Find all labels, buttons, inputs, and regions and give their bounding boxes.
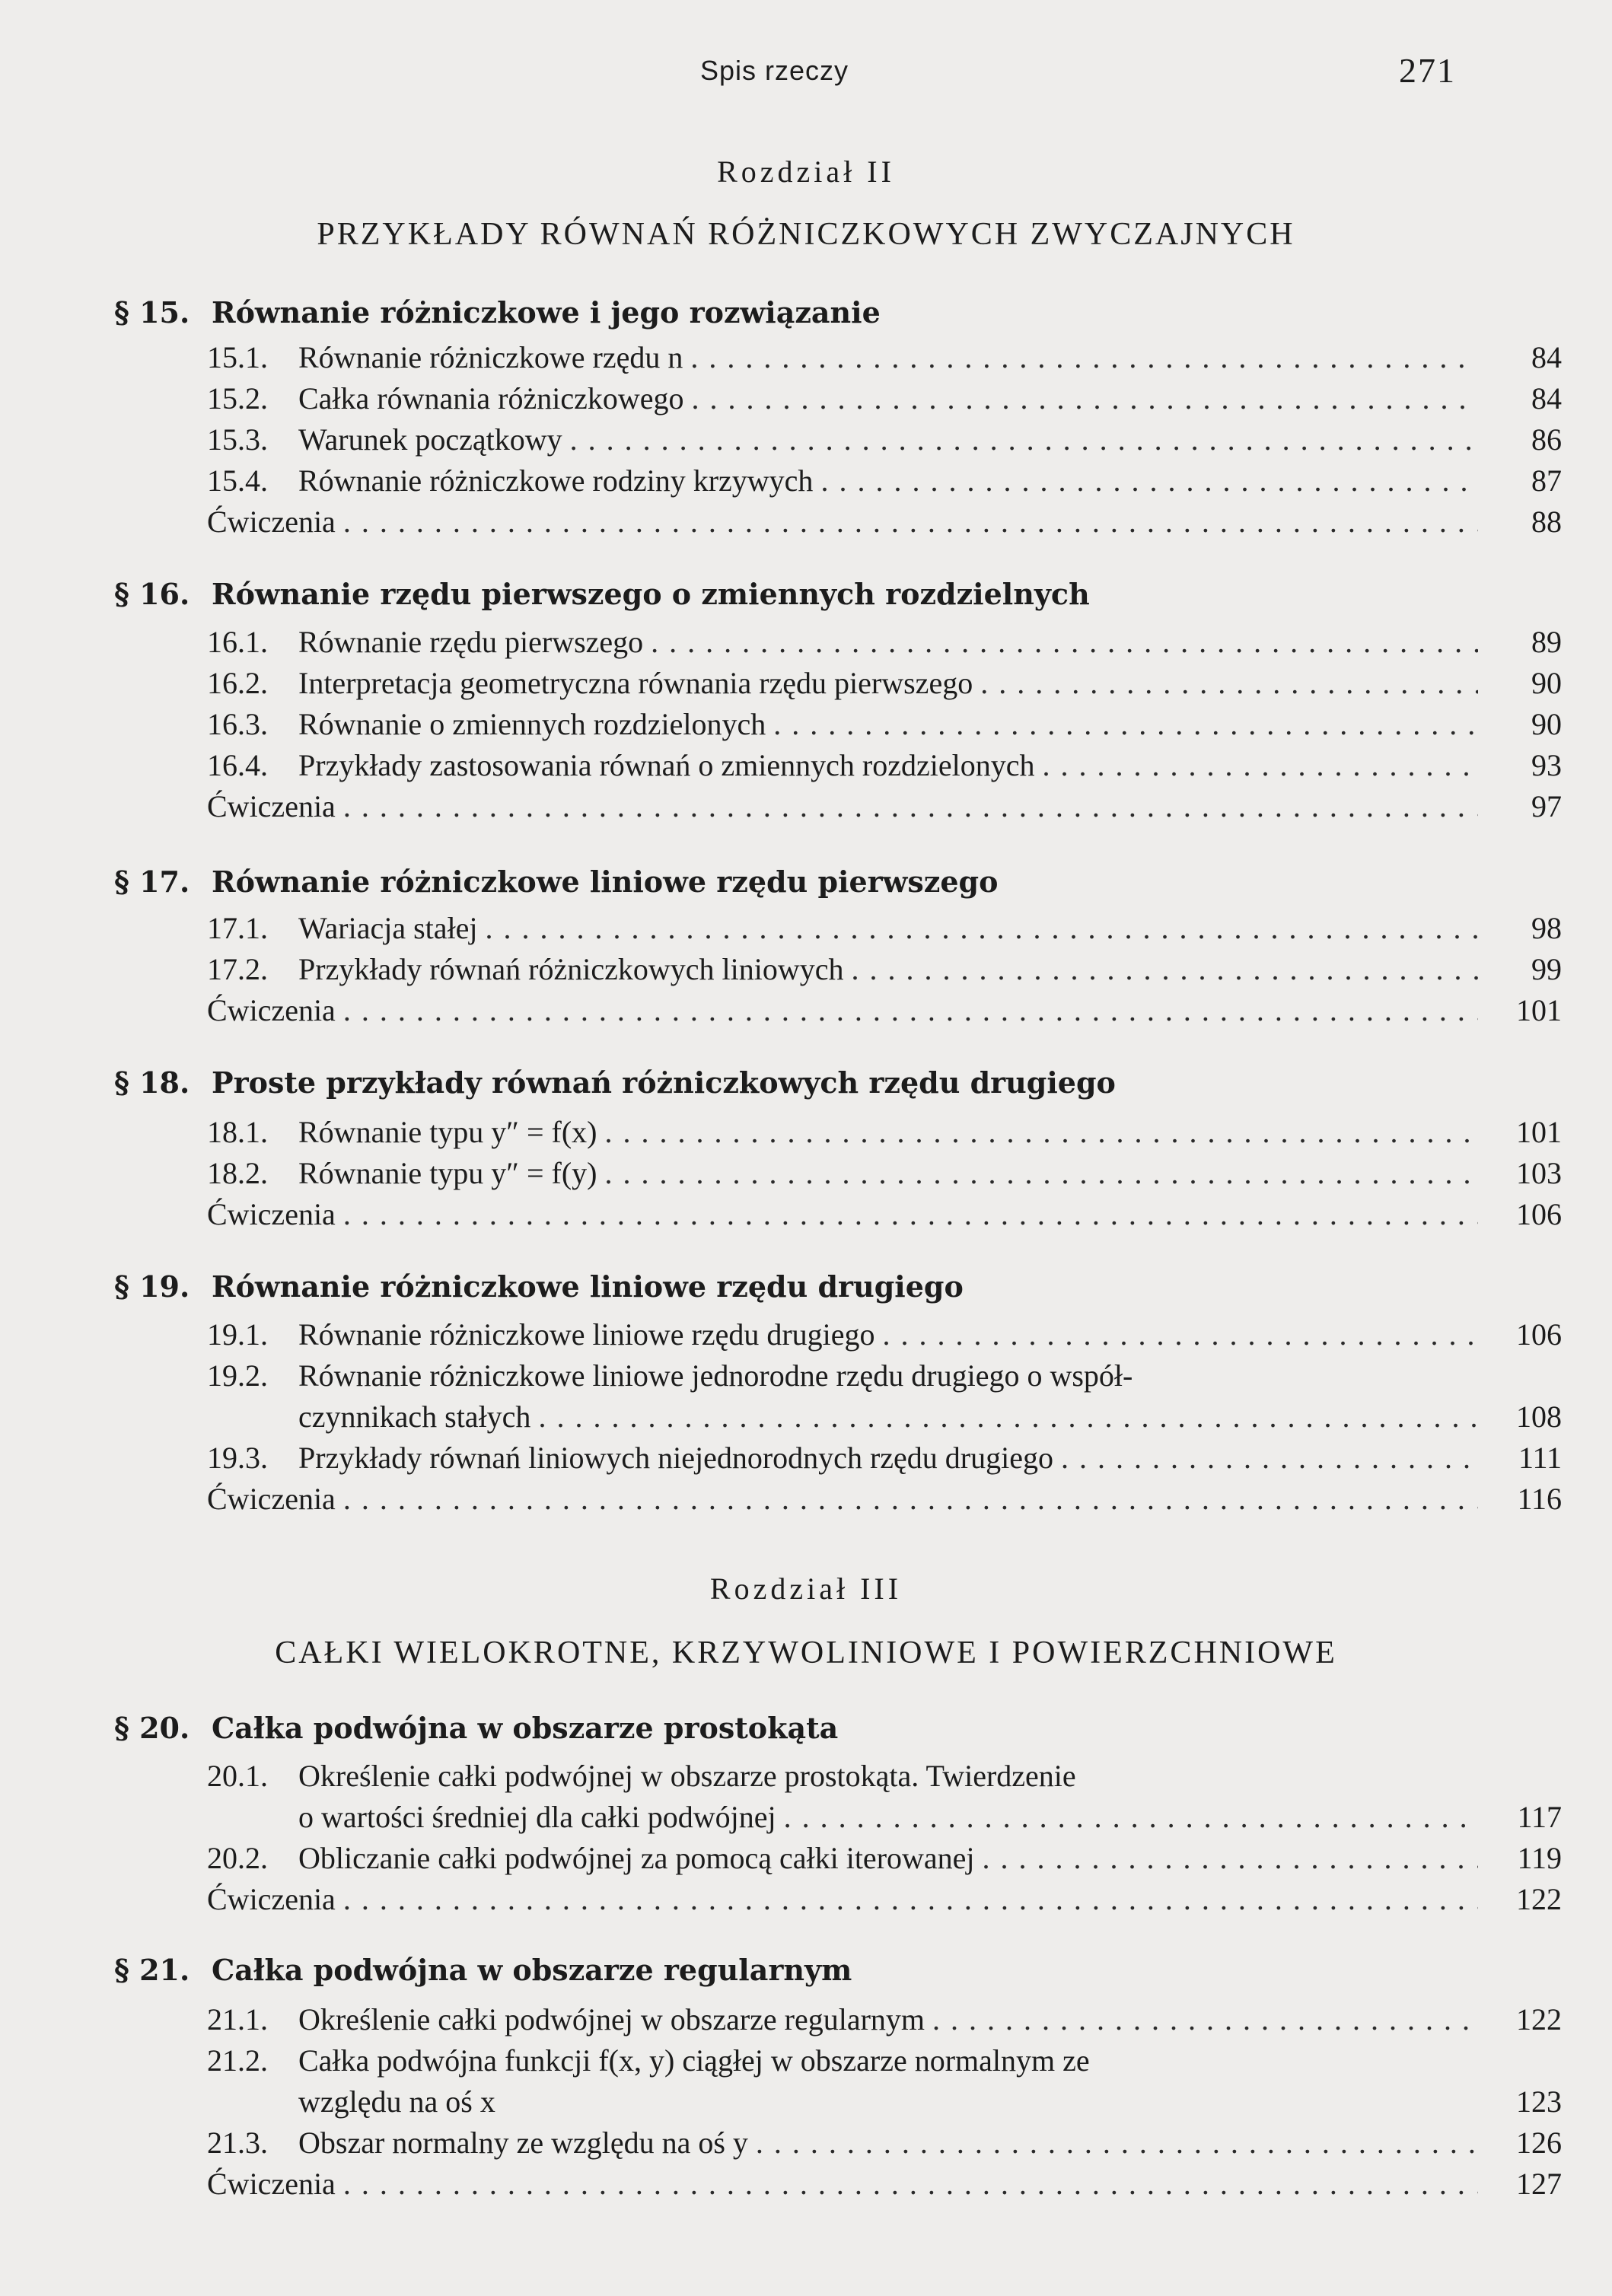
entry-page: 88: [1531, 505, 1562, 539]
toc-entry: [207, 1114, 1562, 1154]
section-title: Proste przykłady równań różniczkowych rzędu drugiego: [212, 1065, 1116, 1100]
toc-entry: [207, 706, 1562, 746]
entry-title: Równanie różniczkowe liniowe jednorodne rzędu drugiego o współ-: [298, 1358, 1133, 1393]
toc-entry: [207, 910, 1562, 950]
leader-dots: [1053, 1440, 1478, 1476]
leader-dots: [336, 992, 1478, 1028]
leader-dots: [973, 665, 1478, 701]
entry-number: 16.4.: [207, 748, 268, 782]
entry-page: 106: [1516, 1197, 1562, 1231]
toc-entry: [207, 2043, 1478, 2082]
leader-dots: [336, 1481, 1478, 1517]
leader-dots: [336, 788, 1478, 824]
entry-title: Równanie typu y″ = f(x): [298, 1115, 597, 1149]
toc-entry: [207, 1155, 1562, 1195]
entry-title: Ćwiczenia: [207, 1482, 336, 1516]
chapter-label: Rozdział III: [709, 1572, 903, 1606]
section-number: § 20.: [114, 1711, 190, 1745]
leader-dots: [683, 339, 1478, 375]
entry-title: Przykłady zastosowania równań o zmiennych rozdzielonych: [298, 748, 1035, 782]
section-title: Równanie rzędu pierwszego o zmiennych rozdzielnych: [212, 577, 1090, 611]
entry-number: 18.2.: [207, 1156, 268, 1190]
leader-dots: [813, 463, 1478, 498]
toc-entry-exercises: [207, 1881, 1562, 1921]
running-head: [0, 50, 1612, 96]
section-heading: [114, 1269, 964, 1304]
entry-page: 89: [1531, 625, 1562, 659]
page-number: 271: [1399, 51, 1456, 90]
entry-title: względu na oś x: [298, 2084, 495, 2119]
toc-entry-continuation: [298, 1799, 1562, 1839]
running-title: Spis rzeczy: [700, 55, 849, 86]
entry-page: 86: [1531, 422, 1562, 457]
entry-number: 15.1.: [207, 340, 268, 374]
toc-entry: [207, 339, 1562, 379]
entry-title: Przykłady równań różniczkowych liniowych: [298, 952, 844, 986]
section-number: § 19.: [114, 1269, 190, 1304]
toc-entry: [207, 381, 1562, 420]
entry-number: 18.1.: [207, 1115, 268, 1149]
toc-entry-continuation: [298, 2084, 1562, 2123]
entry-number: 17.2.: [207, 952, 268, 986]
toc-entry: [207, 2125, 1562, 2164]
entry-page: 108: [1516, 1400, 1562, 1434]
entry-page: 90: [1531, 666, 1562, 700]
entry-title: Wariacja stałej: [298, 911, 478, 945]
section-title: Równanie różniczkowe i jego rozwiązanie: [212, 295, 881, 330]
toc-entry: [207, 951, 1562, 991]
entry-number: 21.3.: [207, 2126, 268, 2160]
entry-number: 19.1.: [207, 1317, 268, 1352]
entry-title: Ćwiczenia: [207, 1197, 336, 1231]
entry-title: Równanie różniczkowe rzędu n: [298, 340, 683, 374]
entry-page: 122: [1516, 1882, 1562, 1916]
toc-entry-exercises: [207, 504, 1562, 543]
entry-number: 16.2.: [207, 666, 268, 700]
toc-entry: [207, 1758, 1478, 1798]
entry-page: 126: [1516, 2126, 1562, 2160]
section-number: § 15.: [114, 295, 190, 330]
entry-number: 20.2.: [207, 1841, 268, 1875]
entry-page: 84: [1531, 381, 1562, 416]
entry-number: 15.2.: [207, 381, 268, 416]
entry-page: 98: [1531, 911, 1562, 945]
entry-page: 123: [1516, 2084, 1562, 2119]
toc-entry: [207, 1440, 1562, 1479]
toc-entry: [207, 2001, 1562, 2041]
section-heading: [114, 577, 1090, 611]
entry-title: Ćwiczenia: [207, 993, 336, 1027]
chapter-title: CAŁKI WIELOKROTNE, KRZYWOLINIOWE I POWIERZCHNIOWE: [275, 1635, 1337, 1670]
section-heading: [114, 865, 998, 899]
entry-page: 99: [1531, 952, 1562, 986]
toc-entry: [207, 624, 1562, 664]
leader-dots: [562, 422, 1478, 457]
section-heading: [114, 1065, 1116, 1100]
toc-entry-exercises: [207, 1481, 1562, 1521]
toc-entry-exercises: [207, 2166, 1562, 2205]
toc-entry: [207, 1840, 1562, 1880]
toc-entry: [207, 1358, 1478, 1397]
entry-page: 106: [1516, 1317, 1562, 1352]
toc-entry: [207, 422, 1562, 461]
entry-number: 21.1.: [207, 2002, 268, 2036]
section-title: Całka podwójna w obszarze regularnym: [212, 1953, 852, 1987]
section-number: § 21.: [114, 1953, 190, 1987]
entry-number: 16.1.: [207, 625, 268, 659]
entry-title: Ćwiczenia: [207, 2167, 336, 2201]
section-number: § 18.: [114, 1065, 190, 1100]
leader-dots: [1034, 747, 1478, 783]
entry-number: 15.3.: [207, 422, 268, 457]
section-number: § 16.: [114, 577, 190, 611]
leader-dots: [975, 1840, 1478, 1876]
entry-title: Interpretacja geometryczna równania rzędu pierwszego: [298, 666, 973, 700]
leader-dots: [336, 2166, 1478, 2202]
entry-number: 17.1.: [207, 911, 268, 945]
leader-dots: [766, 706, 1478, 742]
entry-page: 97: [1531, 789, 1562, 823]
entry-number: 21.2.: [207, 2043, 268, 2078]
toc-entry: [207, 665, 1562, 705]
toc-entry-exercises: [207, 992, 1562, 1032]
leader-dots: [875, 1317, 1478, 1352]
entry-page: 103: [1516, 1156, 1562, 1190]
leader-dots: [597, 1114, 1478, 1150]
entry-title: Równanie rzędu pierwszego: [298, 625, 644, 659]
entry-page: 101: [1516, 993, 1562, 1027]
toc-entry-exercises: [207, 788, 1562, 828]
section-heading: [114, 1711, 838, 1745]
section-heading: [114, 1953, 852, 1987]
toc-entry: [207, 463, 1562, 502]
entry-title: Ćwiczenia: [207, 505, 336, 539]
entry-page: 90: [1531, 707, 1562, 741]
leader-dots: [925, 2001, 1478, 2037]
entry-title: Obliczanie całki podwójnej za pomocą całki iterowanej: [298, 1841, 975, 1875]
toc-entry: [207, 747, 1562, 787]
section-title: Równanie różniczkowe liniowe rzędu drugiego: [212, 1269, 964, 1304]
entry-number: 20.1.: [207, 1759, 268, 1793]
section-title: Równanie różniczkowe liniowe rzędu pierwszego: [212, 865, 999, 899]
entry-title: Równanie o zmiennych rozdzielonych: [298, 707, 766, 741]
leader-dots: [597, 1155, 1478, 1191]
leader-dots: [776, 1799, 1478, 1835]
entry-page: 116: [1517, 1482, 1562, 1516]
entry-title: Ćwiczenia: [207, 789, 336, 823]
entry-page: 87: [1531, 463, 1562, 498]
section-title: Całka podwójna w obszarze prostokąta: [212, 1711, 839, 1745]
entry-title: o wartości średniej dla całki podwójnej: [298, 1800, 776, 1834]
entry-number: 19.2.: [207, 1358, 268, 1393]
entry-number: 16.3.: [207, 707, 268, 741]
entry-title: Przykłady równań liniowych niejednorodnych rzędu drugiego: [298, 1441, 1053, 1475]
leader-dots: [643, 624, 1478, 660]
entry-number: 15.4.: [207, 463, 268, 498]
entry-title: Obszar normalny ze względu na oś y: [298, 2126, 748, 2160]
toc-entry-continuation: [298, 1399, 1562, 1438]
entry-title: Równanie typu y″ = f(y): [298, 1156, 597, 1190]
leader-dots: [478, 910, 1478, 946]
entry-page: 122: [1516, 2002, 1562, 2036]
entry-page: 84: [1531, 340, 1562, 374]
leader-dots: [336, 1881, 1478, 1917]
section-number: § 17.: [114, 865, 190, 899]
entry-title: czynnikach stałych: [298, 1400, 531, 1434]
leader-dots: [748, 2125, 1478, 2161]
section-heading: [114, 295, 881, 330]
toc-entry: [207, 1317, 1562, 1356]
leader-dots: [843, 951, 1478, 987]
leader-dots: [336, 1196, 1478, 1232]
entry-number: 19.3.: [207, 1441, 268, 1475]
leader-dots: [336, 504, 1478, 540]
entry-title: Równanie różniczkowe rodziny krzywych: [298, 463, 814, 498]
entry-title: Określenie całki podwójnej w obszarze regularnym: [298, 2002, 925, 2036]
entry-page: 127: [1516, 2167, 1562, 2201]
entry-title: Równanie różniczkowe liniowe rzędu drugiego: [298, 1317, 875, 1352]
entry-page: 117: [1517, 1800, 1562, 1834]
chapter-title: PRZYKŁADY RÓWNAŃ RÓŻNICZKOWYCH ZWYCZAJNYCH: [317, 217, 1295, 252]
entry-title: Określenie całki podwójnej w obszarze prostokąta. Twierdzenie: [298, 1759, 1076, 1793]
entry-page: 101: [1516, 1115, 1562, 1149]
entry-title: Całka podwójna funkcji f(x, y) ciągłej w obszarze normalnym ze: [298, 2043, 1090, 2078]
entry-page: 119: [1517, 1841, 1562, 1875]
entry-page: 93: [1531, 748, 1562, 782]
leader-dots: [683, 381, 1478, 416]
entry-title: Ćwiczenia: [207, 1882, 336, 1916]
leader-dots: [530, 1399, 1478, 1435]
entry-page: 111: [1518, 1441, 1562, 1475]
chapter-label: Rozdział II: [717, 154, 895, 189]
toc-entry-exercises: [207, 1196, 1562, 1236]
entry-title: Całka równania różniczkowego: [298, 381, 684, 416]
entry-title: Warunek początkowy: [298, 422, 562, 457]
